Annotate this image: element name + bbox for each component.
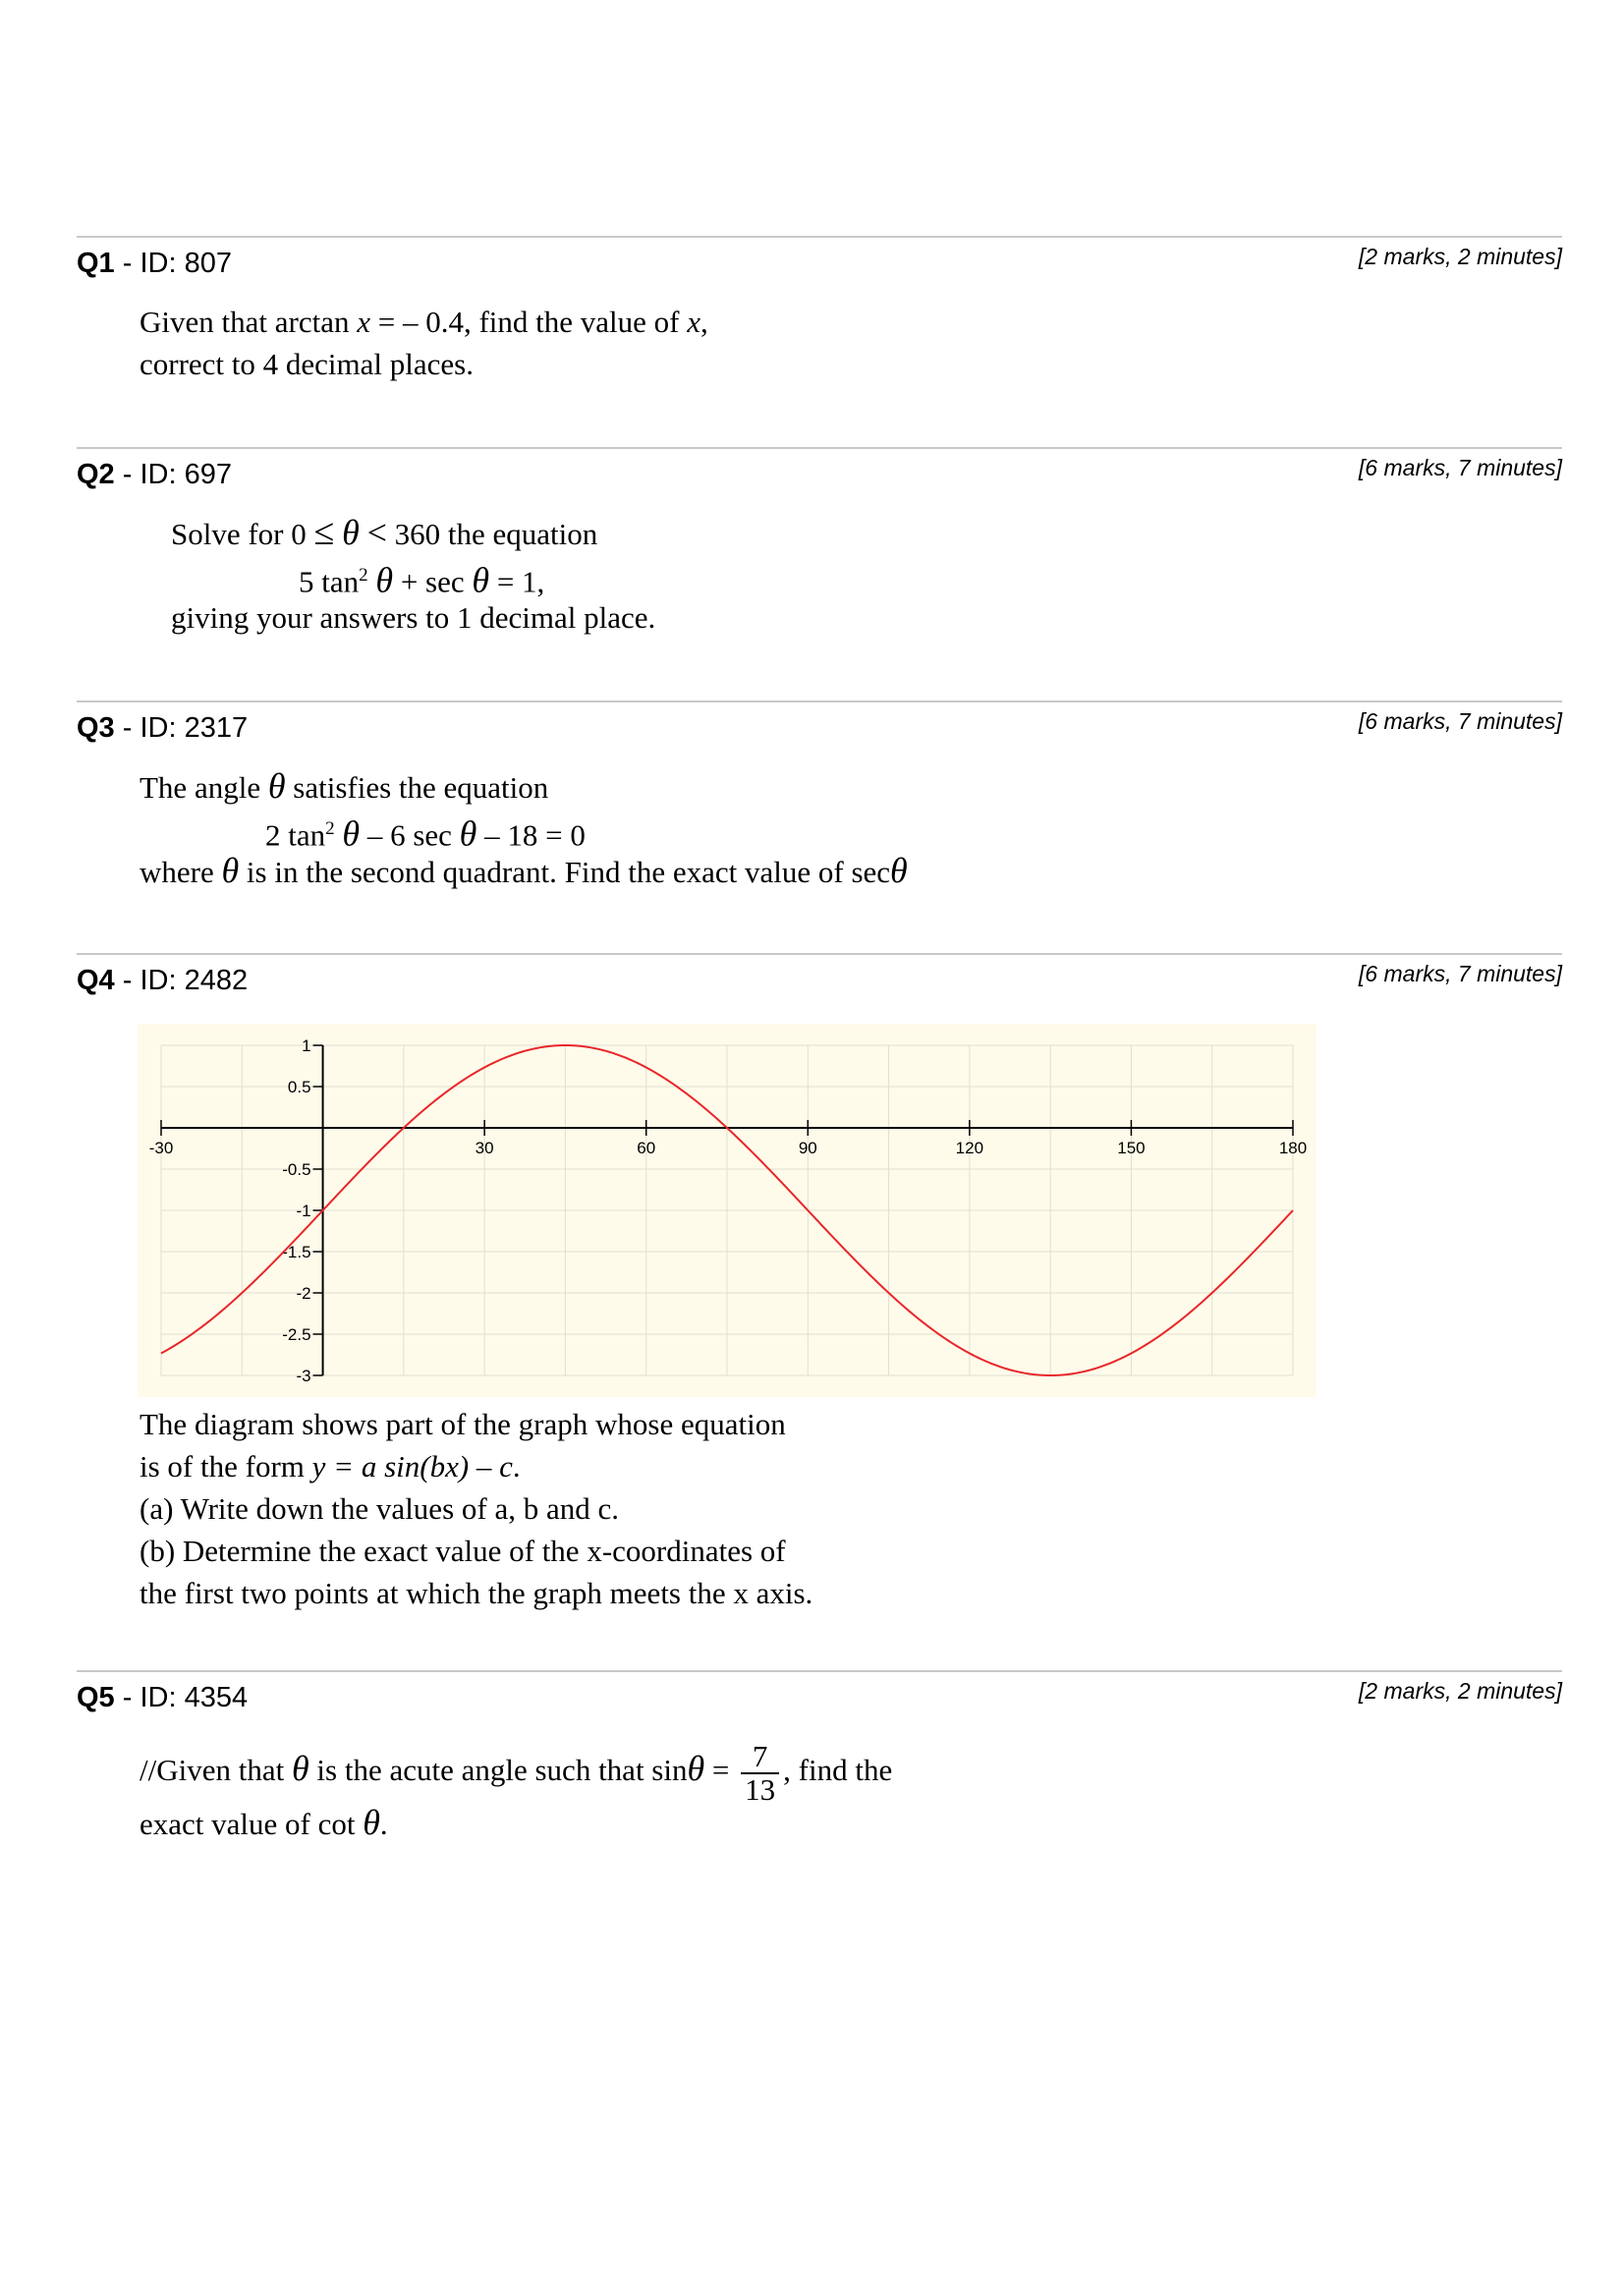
text-line: The diagram shows part of the graph whose equation [140, 1407, 786, 1441]
question-4 [77, 953, 1562, 1641]
text-line [171, 554, 655, 600]
text-line: correct to 4 decimal places. [140, 347, 474, 381]
text-line: the first two points at which the graph meets the x axis. [140, 1576, 813, 1610]
text-span: is in the second quadrant. Find the exact value of sec [239, 855, 891, 889]
text-span: The angle [140, 770, 268, 805]
math-var: x [357, 305, 370, 339]
y-tick-label: 1 [302, 1036, 311, 1055]
text-span: = – 0.4, [369, 305, 472, 339]
y-tick-label: -1.5 [282, 1243, 311, 1261]
superscript: 2 [359, 565, 368, 586]
text-span: , [700, 305, 708, 339]
question-text [140, 765, 908, 892]
text-line [140, 808, 908, 854]
question-text [171, 512, 655, 639]
text-span: find the value of [471, 305, 688, 339]
text-span: exact value of cot [140, 1807, 364, 1841]
question-marks: [2 marks, 2 minutes] [1358, 1678, 1562, 1704]
question-marks: [6 marks, 7 minutes] [1358, 961, 1562, 986]
theta-symbol: θ [342, 813, 361, 854]
y-tick-label: 0.5 [287, 1078, 311, 1096]
theta-symbol: θ [267, 766, 286, 806]
fraction-denominator: 13 [745, 1771, 776, 1807]
sine-graph [138, 1024, 1316, 1397]
text-span: . [512, 1449, 521, 1483]
separator-rule [77, 236, 1562, 238]
theta-symbol: θ [472, 560, 490, 600]
question-header [77, 459, 232, 491]
text-span: is of the form [140, 1449, 312, 1483]
text-span: – 18 = 0 [476, 817, 586, 853]
x-tick-label: -30 [148, 1139, 174, 1157]
question-number: Q1 [77, 248, 115, 279]
question-header [77, 965, 248, 997]
text-line [140, 765, 908, 808]
text-line: (b) Determine the exact value of the x-coordinates of [140, 1534, 786, 1568]
question-id: - ID: 697 [114, 459, 232, 490]
question-1 [77, 236, 1562, 432]
theta-symbol: θ [221, 851, 240, 890]
theta-symbol: θ [459, 813, 477, 854]
question-number: Q5 [77, 1682, 115, 1713]
theta-symbol: θ [687, 1749, 705, 1788]
question-number: Q3 [77, 712, 115, 744]
question-marks: [6 marks, 7 minutes] [1358, 708, 1562, 734]
question-number: Q4 [77, 965, 115, 996]
text-span: + sec [393, 564, 473, 599]
question-id: - ID: 2482 [114, 965, 249, 996]
question-number: Q2 [77, 459, 115, 490]
separator-rule [77, 700, 1562, 702]
x-tick-label: 180 [1278, 1139, 1308, 1157]
y-tick-label: -0.5 [282, 1160, 311, 1179]
fraction-numerator: 7 [741, 1741, 779, 1774]
text-span: is the acute angle such that sin [308, 1753, 688, 1787]
question-marks: [6 marks, 7 minutes] [1358, 455, 1562, 480]
question-header [77, 712, 248, 745]
math-symbol: ≤ [313, 512, 335, 553]
x-tick-label: 60 [637, 1139, 656, 1157]
y-tick-label: -1 [296, 1202, 311, 1220]
text-line: giving your answers to 1 decimal place. [171, 600, 656, 635]
math-symbol: < [366, 513, 387, 552]
theta-symbol: θ [291, 1749, 309, 1788]
separator-rule [77, 1670, 1562, 1672]
question-text [140, 301, 708, 385]
text-span: 2 tan [265, 817, 326, 853]
x-tick-label: 150 [1117, 1139, 1146, 1157]
text-line [140, 1445, 812, 1487]
text-span: = [704, 1753, 738, 1787]
text-span: //Given that [140, 1753, 292, 1787]
question-text [140, 1403, 812, 1614]
text-span: . [379, 1807, 388, 1841]
text-span: where [140, 855, 222, 889]
question-marks: [2 marks, 2 minutes] [1358, 244, 1562, 269]
text-span: – 6 sec [360, 817, 460, 853]
theta-symbol: θ [363, 1803, 380, 1842]
text-span: Given that arctan [140, 305, 358, 339]
question-header [77, 1682, 248, 1714]
text-span: = 1, [489, 564, 545, 599]
text-line: (a) Write down the values of a, b and c. [140, 1491, 619, 1526]
question-id: - ID: 2317 [114, 712, 249, 744]
question-3 [77, 700, 1562, 946]
text-span: satisfies the equation [285, 770, 549, 805]
question-text [140, 1735, 892, 1844]
y-tick-label: -2.5 [282, 1325, 311, 1344]
x-tick-label: 90 [798, 1139, 817, 1157]
theta-symbol: θ [375, 560, 394, 600]
theta-symbol: θ [890, 851, 908, 890]
y-tick-label: -2 [296, 1284, 311, 1303]
text-line [140, 301, 708, 343]
x-tick-label: 120 [955, 1139, 984, 1157]
x-tick-label: 30 [475, 1139, 494, 1157]
question-id: - ID: 807 [114, 248, 232, 279]
fraction [741, 1738, 779, 1807]
question-header [77, 248, 232, 280]
y-tick-label: -3 [296, 1367, 311, 1385]
text-line [140, 850, 908, 892]
question-2 [77, 447, 1562, 693]
separator-rule [77, 447, 1562, 449]
math-var: x [687, 305, 700, 339]
question-id: - ID: 4354 [114, 1682, 249, 1713]
math-expression: y = a sin(bx) – c [311, 1449, 513, 1483]
superscript: 2 [325, 818, 335, 839]
separator-rule [77, 953, 1562, 955]
text-span: 5 tan [299, 564, 360, 599]
question-5 [77, 1670, 1562, 1867]
text-line [140, 1802, 892, 1844]
text-span: 360 the equation [386, 517, 598, 551]
text-span: Solve for 0 [171, 517, 314, 551]
text-line [140, 1735, 893, 1807]
text-line [171, 512, 655, 554]
theta-symbol: θ [342, 513, 360, 552]
text-span: , find the [783, 1753, 893, 1787]
